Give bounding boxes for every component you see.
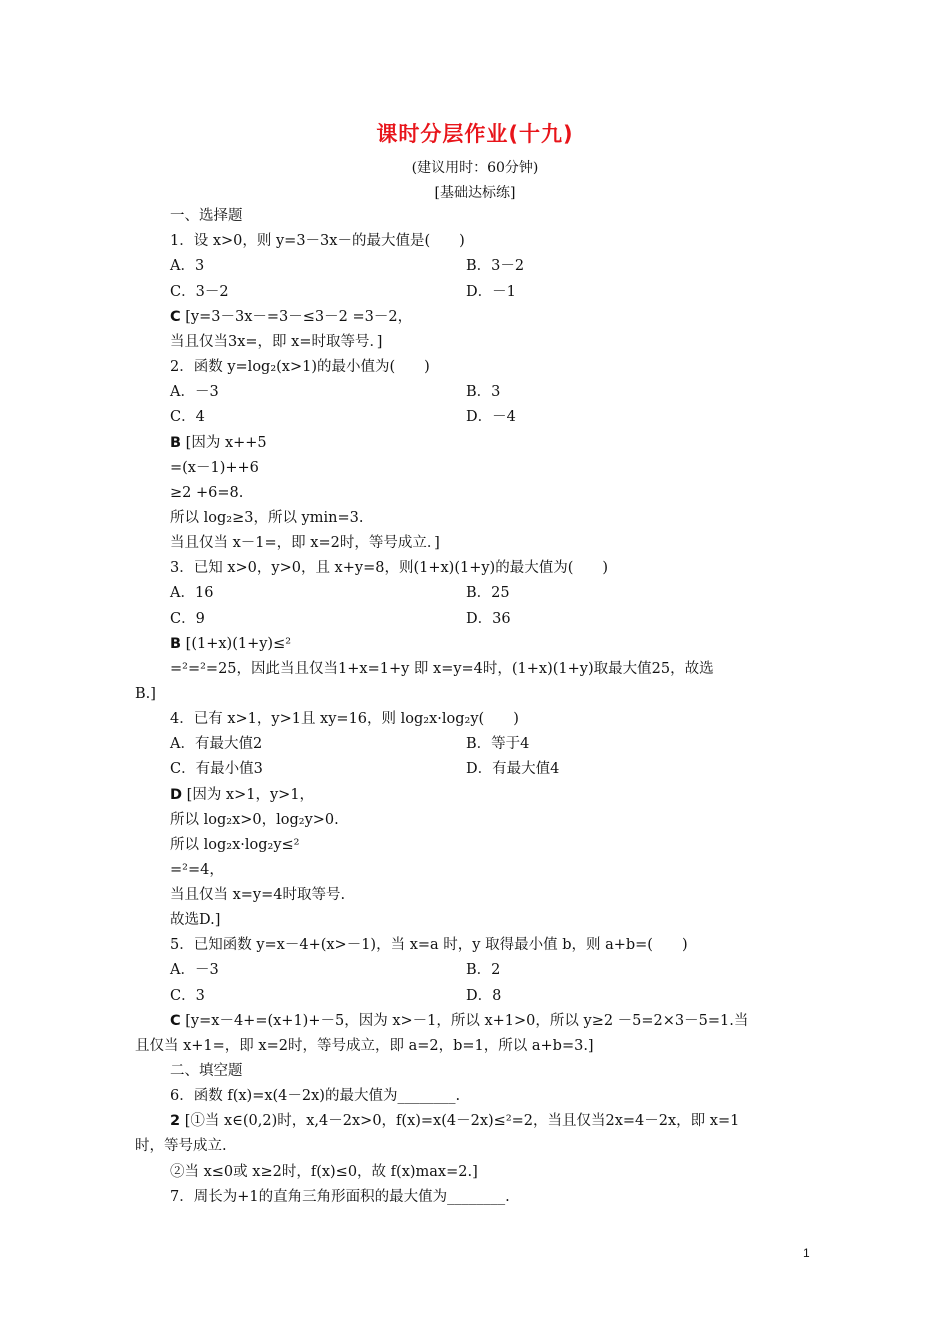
q4-solution-text-6: 故选D.] [170, 912, 221, 928]
q4-solution-text-3: 所以 log₂x·log₂y≤² [170, 837, 300, 853]
q6-solution-text-3: ②当 x≤0或 x≥2时，f(x)≤0，故 f(x)max=2.] [170, 1164, 478, 1180]
q2-option-a: A．－3 [170, 384, 219, 400]
q1-solution-line [170, 307, 412, 327]
q5-option-c: C．3 [170, 988, 205, 1004]
q1-solution-text-2: 当且仅当3x=，即 x=时取等号．] [170, 334, 383, 350]
q3-stem: 3．已知 x>0，y>0，且 x+y=8，则(1+x)(1+y)的最大值为( ) [170, 560, 609, 576]
practice-level: [基础达标练] [434, 185, 516, 201]
q5-solution-text-2: 且仅当 x+1=，即 x=2时，等号成立，即 a=2，b=1，所以 a+b=3.] [135, 1038, 594, 1054]
q3-solution-text: [(1+x)(1+y)≤² [185, 636, 292, 652]
q5-option-a: A．－3 [170, 962, 219, 978]
q4-option-d: D．有最大值4 [466, 761, 560, 777]
q1-option-a: A．3 [170, 258, 205, 274]
q3-option-b: B．25 [466, 585, 510, 601]
q2-solution-text-3: ≥2 +6=8. [170, 485, 244, 501]
q6-answer-key: 2 [170, 1113, 181, 1129]
q3-option-a: A．16 [170, 585, 214, 601]
q2-solution-text-5: 当且仅当 x－1=，即 x=2时，等号成立．] [170, 535, 440, 551]
q3-option-c: C．9 [170, 611, 205, 627]
q6-solution-line [170, 1111, 739, 1131]
q5-solution-line [170, 1011, 748, 1031]
q2-stem: 2．函数 y=log₂(x>1)的最小值为( ) [170, 359, 430, 375]
q4-option-c: C．有最小值3 [170, 761, 263, 777]
q1-option-d: D．－1 [466, 284, 516, 300]
q2-answer-key: B [170, 435, 182, 451]
q7-stem: 7．周长为+1的直角三角形面积的最大值为________. [170, 1189, 510, 1205]
q4-stem: 4．已有 x>1，y>1且 xy=16，则 log₂x·log₂y( ) [170, 711, 519, 727]
q4-solution-line [170, 785, 314, 805]
q4-answer-key: D [170, 787, 183, 803]
q4-solution-text: [因为 x>1，y>1， [186, 787, 315, 803]
q1-stem: 1．设 x>0，则 y=3－3x－的最大值是( ) [170, 233, 465, 249]
section-heading-choice: 一、选择题 [170, 208, 243, 224]
q3-option-d: D．36 [466, 611, 511, 627]
q3-answer-key: B [170, 636, 182, 652]
q2-solution-line [170, 433, 267, 453]
q2-solution-text: [因为 x++5 [185, 435, 267, 451]
q3-solution-line [170, 634, 291, 654]
q4-solution-text-4: =²=4， [170, 862, 224, 878]
q6-stem: 6．函数 f(x)=x(4－2x)的最大值为________. [170, 1088, 461, 1104]
q3-solution-text-2: =²=²=25，因此当且仅当1+x=1+y 即 x=y=4时，(1+x)(1+y)取最大值25，故选 [170, 661, 714, 677]
q2-solution-text-4: 所以 log₂≥3，所以 ymin=3. [170, 510, 364, 526]
q2-option-c: C．4 [170, 409, 205, 425]
q1-option-b: B．3－2 [466, 258, 525, 274]
q1-solution-text: [y=3－3x－=3－≤3－2 =3－2， [185, 309, 413, 325]
q4-solution-text-5: 当且仅当 x=y=4时取等号. [170, 887, 346, 903]
q5-answer-key: C [170, 1013, 181, 1029]
q5-solution-text: [y=x－4+=(x+1)+－5，因为 x>－1，所以 x+1>0，所以 y≥2 －5=2×3－5=1.当 [185, 1013, 749, 1029]
page-title: 课时分层作业(十九) [376, 122, 574, 146]
q2-option-b: B．3 [466, 384, 501, 400]
q4-option-b: B．等于4 [466, 736, 530, 752]
page-number: 1 [803, 1246, 810, 1260]
q4-option-a: A．有最大值2 [170, 736, 263, 752]
q1-option-c: C．3－2 [170, 284, 229, 300]
q2-option-d: D．－4 [466, 409, 516, 425]
q4-solution-text-2: 所以 log₂x>0，log₂y>0. [170, 812, 339, 828]
q1-answer-key: C [170, 309, 181, 325]
q6-solution-text-2: 时，等号成立. [135, 1138, 227, 1154]
q5-stem: 5．已知函数 y=x－4+(x>－1)，当 x=a 时，y 取得最小值 b，则 a+b=( ) [170, 937, 688, 953]
suggested-time: (建议用时：60分钟) [411, 160, 539, 176]
section-heading-fill: 二、填空题 [170, 1063, 243, 1079]
q3-solution-text-3: B.] [135, 686, 156, 702]
q2-solution-text-2: =(x－1)++6 [170, 460, 259, 476]
q5-option-d: D．8 [466, 988, 502, 1004]
q6-solution-text: [①当 x∈(0,2)时，x,4－2x>0，f(x)=x(4－2x)≤²=2，当且仅当2x=4－2x，即 x=1 [184, 1113, 740, 1129]
q5-option-b: B．2 [466, 962, 501, 978]
